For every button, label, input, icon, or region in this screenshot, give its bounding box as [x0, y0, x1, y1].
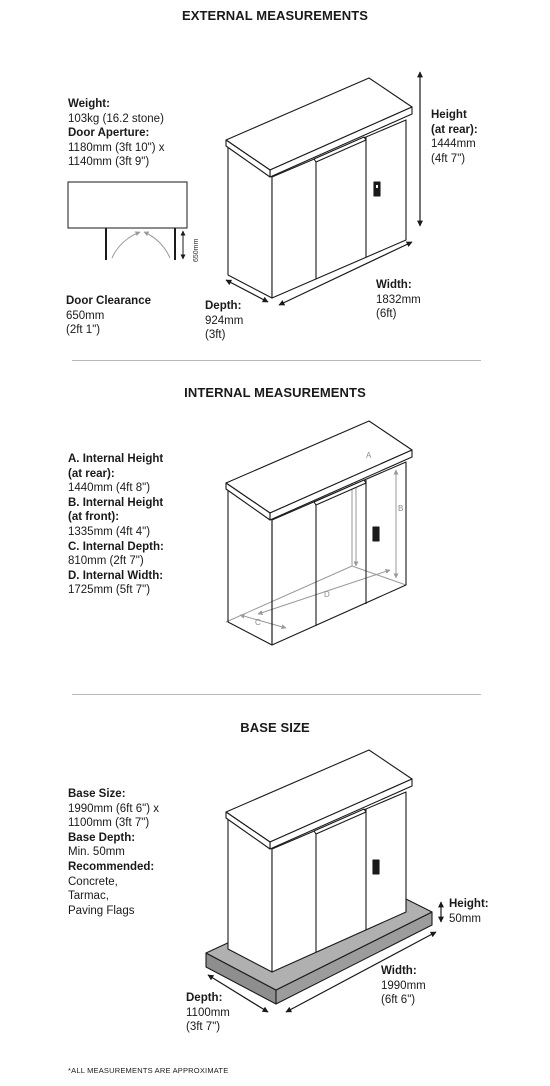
- external-height-value-2: (4ft 7"): [431, 152, 466, 165]
- section-divider-1: [72, 360, 481, 361]
- base-lock-icon[interactable]: [373, 860, 379, 874]
- clearance-swing-left: [112, 232, 140, 258]
- door-aperture-value-1: 1180mm (3ft 10") x: [68, 141, 165, 154]
- base-height-label: Height:: [449, 898, 489, 910]
- base-width-value-1: 1990mm: [381, 979, 426, 992]
- base-size-label: Base Size:: [68, 788, 126, 800]
- door-aperture-value-2: 1140mm (3ft 9"): [68, 156, 150, 169]
- base-width-block: [381, 964, 426, 1008]
- recommended-item-concrete: Concrete,: [68, 875, 118, 888]
- internal-b-label-1: B. Internal Height: [68, 496, 164, 509]
- external-depth-value-2: (3ft): [205, 329, 226, 342]
- internal-letter-b: B: [398, 504, 404, 513]
- door-clearance-diagram: [68, 182, 187, 260]
- base-depth-value-1: 1100mm: [186, 1006, 230, 1019]
- internal-ghost-floor-right: [352, 566, 406, 585]
- internal-specs-block: [68, 452, 164, 598]
- door-clearance-value-1: 650mm: [66, 309, 105, 322]
- internal-cabinet: [226, 421, 412, 645]
- internal-measurements-title: INTERNAL MEASUREMENTS: [184, 385, 366, 400]
- base-size-value-1: 1990mm (6ft 6") x: [68, 802, 160, 815]
- external-lock-icon[interactable]: [374, 182, 380, 196]
- base-width-value-2: (6ft 6"): [381, 994, 416, 1007]
- internal-d-label: D. Internal Width:: [68, 569, 164, 582]
- internal-c-label: C. Internal Depth:: [68, 540, 164, 553]
- weight-label: Weight:: [68, 98, 110, 110]
- internal-a-label-2: (at rear):: [68, 467, 115, 480]
- base-depth-block: [186, 991, 230, 1035]
- base-depth-value-2: (3ft 7"): [186, 1021, 221, 1034]
- external-depth-value-1: 924mm: [205, 314, 244, 327]
- internal-a-value: 1440mm (4ft 8"): [68, 482, 151, 495]
- base-depth-spec-value: Min. 50mm: [68, 846, 125, 859]
- internal-letter-d: D: [324, 590, 330, 599]
- base-height-value: 50mm: [449, 912, 481, 925]
- weight-value: 103kg (16.2 stone): [68, 112, 164, 125]
- external-height-label-2: (at rear):: [431, 123, 478, 136]
- door-clearance-value-2: (2ft 1"): [66, 324, 101, 337]
- door-clearance-label: Door Clearance: [66, 295, 152, 307]
- base-depth-spec-label: Base Depth:: [68, 831, 136, 844]
- base-width-label: Width:: [381, 965, 417, 977]
- base-depth-label: Depth:: [186, 992, 223, 1004]
- internal-lock-icon[interactable]: [373, 527, 379, 541]
- clearance-cabinet-box: [68, 182, 187, 228]
- clearance-swing-right: [144, 232, 170, 258]
- base-size-title: BASE SIZE: [240, 720, 310, 735]
- base-height-block: [449, 897, 489, 926]
- external-lock-keyhole: [376, 185, 378, 188]
- base-specs-block: [68, 787, 159, 918]
- recommended-item-tarmac: Tarmac,: [68, 890, 109, 903]
- external-width-value-1: 1832mm: [376, 293, 421, 306]
- internal-ghost-floor-back: [226, 566, 352, 622]
- external-measurements-title: EXTERNAL MEASUREMENTS: [181, 8, 369, 23]
- external-height-label-1: Height: [431, 109, 467, 121]
- internal-b-label-2: (at front):: [68, 511, 120, 524]
- external-width-value-2: (6ft): [376, 308, 397, 321]
- internal-depth-c-arrow: [240, 615, 286, 628]
- external-cabinet: [226, 78, 412, 298]
- external-height-value-1: 1444mm: [431, 138, 476, 151]
- internal-d-value: 1725mm (5ft 7"): [68, 584, 151, 597]
- internal-c-value: 810mm (2ft 7"): [68, 555, 144, 568]
- base-size-value-2: 1100mm (3ft 7"): [68, 817, 150, 830]
- internal-letter-c: C: [255, 618, 261, 627]
- recommended-item-paving-flags: Paving Flags: [68, 904, 135, 917]
- external-width-label: Width:: [376, 279, 412, 291]
- internal-b-value: 1335mm (4ft 4"): [68, 525, 151, 538]
- section-divider-2: [72, 694, 481, 695]
- internal-letter-a: A: [366, 451, 372, 460]
- recommended-label: Recommended:: [68, 860, 155, 873]
- internal-a-label-1: A. Internal Height: [68, 453, 164, 465]
- door-aperture-label: Door Aperture:: [68, 127, 150, 140]
- footnote: *ALL MEASUREMENTS ARE APPROXIMATE: [68, 1066, 229, 1075]
- external-depth-label: Depth:: [205, 300, 242, 312]
- clearance-dimension-label: 650mm: [193, 238, 200, 262]
